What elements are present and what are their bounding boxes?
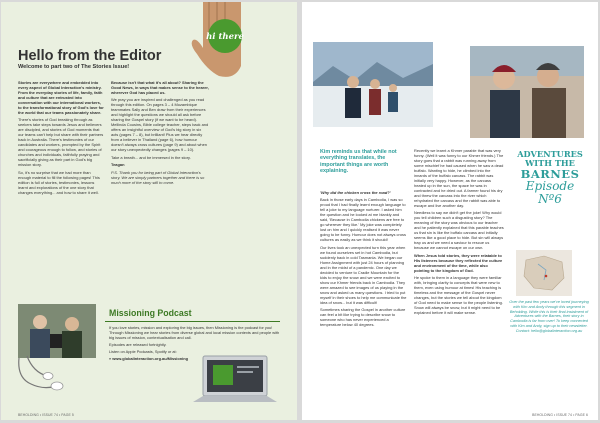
couple-photo (470, 46, 584, 138)
podcast-link[interactable]: » www.globalinteraction.org.au/Missioning (109, 356, 188, 362)
paragraph: Recently we learnt a Khmer parable that was very funny. (Well it was funny to our Khmer friends.) The story goes that a rabbit was running away from some mischief he had caused when he saw a dead buffalo. Wanting to hide, he climbed into the innards of the buffalo carcass. The rabbit was initially very happy. However, as the carcass heated up in the sun, the space he was in contracted and he dried out. A farmer found his dry and threw the carcass into the river which rehydrated the carcass and the rabbit was able to escape and live another day. (414, 148, 504, 208)
signature: Teagan (111, 162, 125, 168)
page-footer: BEHOLDING • ISSUE 74 • PAGE 5 (18, 413, 74, 417)
right-page (302, 2, 598, 420)
paragraph: Listen on Apple Podcasts, Spotify or at: (109, 349, 177, 355)
paragraph: 'Why did the chicken cross the road?' (320, 190, 391, 195)
podcast-photo (18, 304, 96, 358)
hand-label: hi there (206, 32, 244, 42)
editor-title: Hello from the Editor (18, 48, 162, 64)
paragraph: If you love stories, mission and exploring the big issues, then Missioning is the podcast for you! Through Missioning we hear stories from diverse global and local mission contexts and people with big issues of mission, contextualisation and call. (109, 325, 280, 340)
earphones-illustration (13, 354, 67, 394)
editor-subtitle: Welcome to part two of The Stories Issue! (18, 64, 130, 70)
page-footer: BEHOLDING • ISSUE 74 • PAGE 6 (532, 413, 588, 417)
article-column-2 (414, 148, 504, 318)
paragraph: When Jesus told stories, they were relatable to His listeners because they reflected the culture and environment of the time, while also pointing to the kingdom of God. (414, 252, 503, 273)
adventures-line: WITH THE (525, 158, 575, 168)
cambodia-map (516, 250, 572, 296)
series-caption: Over the past few years we've loved journeying with Kim and Andy through this segment in Beholding. While this is their final instalment of Adventures with the Barnes, their story in Cambodia is far from over! To keep connected with Kim and Andy, sign up to their newsletter. Contact: hello@globalinteraction.org.au (509, 300, 589, 333)
paragraph: Back in those early days in Cambodia, I was so proud that I had finally learnt enough language to tell a joke to my language nurturer. I asked him the question and he looked at me blankly and said, 'Because in Cambodia chickens are free to go wherever they like.' My joke was completely lost on him and I quickly realised it was never going to be funny. Humour does not always cross cultures as easily as we think it should! (320, 197, 406, 243)
adventures-line: ADVENTURES (517, 149, 583, 159)
paragraph: Take a breath... and be immersed in the story. (111, 154, 191, 160)
episode-number: Nº6 (538, 192, 562, 206)
article-column-1 (320, 190, 407, 330)
paragraph: Because isn't that what it's all about? Sharing the Good News, in ways that makes sense to the hearer, wherever God has placed us. (111, 80, 209, 95)
paragraph: We pray you are inspired and challenged as you read through this edition. On pages 3 – 4 Mozambique teammates Sally and Ben draw from their experiences and highlight the questions we should all ask before sharing the Gospel story (if we want to be heard). Mellinda Cousins, Bible college teacher, steps back and offers an insightful overview of God's big story in six acts (pages 7 – 8), but brilliant! Plus we hear directly from a believer in Thailand (page 6), how humour doesn't always cross cultures (page 9) and about when our story unexpectedly changes (pages 9 – 10). (111, 97, 209, 153)
episode-label: Episode (525, 179, 575, 193)
paragraph: Episodes are released fortnightly. (109, 342, 167, 348)
paragraph: Stories are everywhere and embedded into every aspect of Global Interaction's ministry. From the everyday stories of life, family, faith and culture that are entrusted into conversation with our international workers, to the transformational story of God's love for the world that our teams passionately share. (18, 80, 104, 115)
editor-column-1 (18, 80, 104, 197)
editor-column-2 (111, 80, 209, 187)
hand-illustration (189, 2, 247, 88)
laptop-illustration (189, 352, 279, 412)
paragraph: Our lives took an unexpected turn this year when we found ourselves set in hot Cambodia, but suddenly back in cold Tasmania. We began our Home Assignment with just 24 hours of planning and in the midst of a pandemic. One day we decided to venture to Cradle Mountain for the kids to enjoy the snow and we were excited to show our Khmer friends back in Cambodia. They were amazed to see images of us playing in the snow and asked us many questions. I tried to put myself in their shoes to help me communicate the idea of snow... but it was difficult! (320, 244, 407, 305)
podcast-title: Missioning Podcast (109, 308, 192, 318)
article-headline: Kim reminds us that while not everything translates, the important things are worth explaining. (320, 149, 397, 175)
adventures-heading (512, 150, 588, 206)
paragraph: So, it's no surprise that we had more than enough material to fill the following pages! This edition is full of stories, testimonies, lessons learnt and explorations of the one story that changes everything... and how to share it well. (18, 169, 100, 195)
adventures-line: BARNES (520, 167, 580, 181)
postscript: P.S. Thank you for being part of Global Interaction's story. We are simply partners together and there is so much more of the story still to come. (111, 169, 205, 185)
paragraph: He spoke to them in a language they were familiar with, bringing clarity to concepts that were new to them, even using humour at times! His teaching is timeless and the message of the Gospel never changes, but the stories we tell about the kingdom of God need to make sense to the people listening. Snow will always be snow, but it might need to be explained before it will make sense. (414, 275, 503, 316)
paragraph: Sometimes sharing the Gospel in another culture can feel a bit like trying to describe snow to someone who has never experienced a temperature below 40 degrees. (320, 307, 406, 328)
left-page (1, 2, 297, 420)
paragraph: Needless to say we didn't get the joke! Why would you tell children such a disgusting story? The meaning of the story was obvious to our teacher and he patiently explained that this parable teaches us that sin is like the buffalo carcass and initially seems like a good place to hide. But sin will always trap us and we need a saviour to rescue us because we cannot escape on our own. (414, 210, 504, 251)
paragraph: There's stories of God breaking through as seekers take steps towards Jesus and believers are discipled, and stories of God moments that our teams can't help but share with their partners back in Australia. There's testimonies of our candidates and workers, prompted by the Spirit and courageous enough to follow, and stories of churches and individuals, faithfully praying and sacrificially giving as their part in God's big mission story. (18, 117, 104, 168)
divider (105, 321, 280, 322)
snow-photo (313, 42, 433, 127)
